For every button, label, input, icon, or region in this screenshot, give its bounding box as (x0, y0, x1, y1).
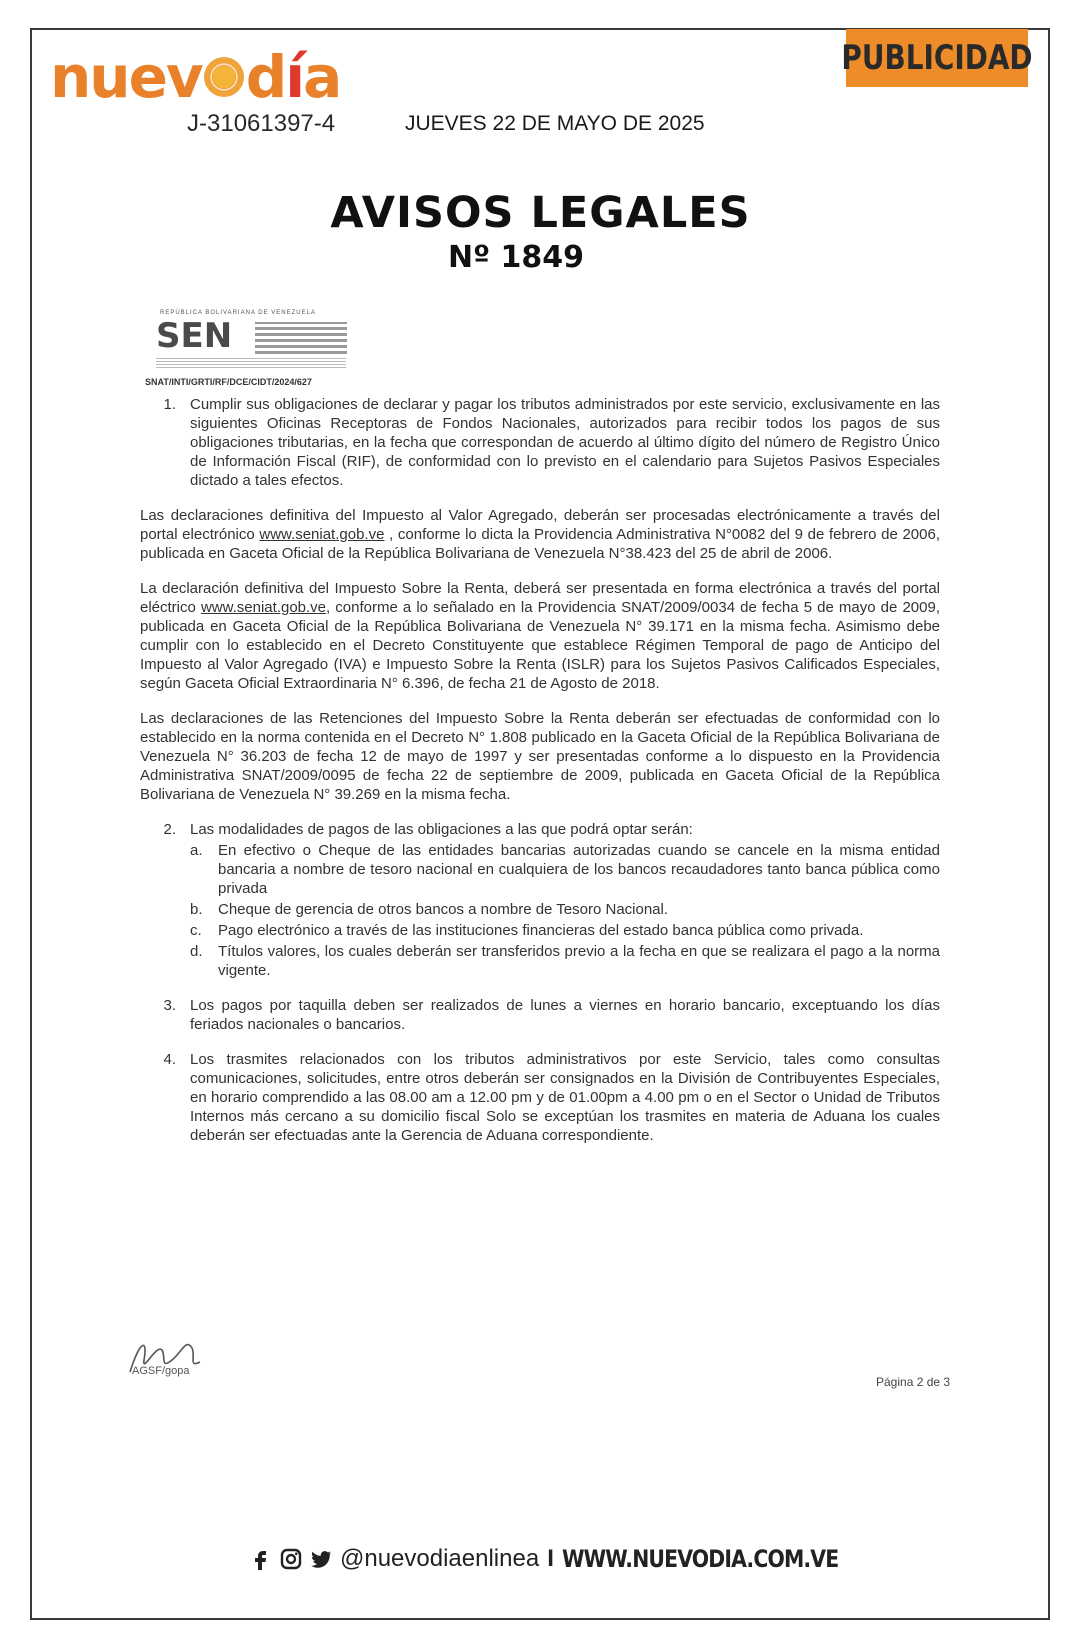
seniat-tagline (156, 358, 346, 368)
twitter-icon[interactable] (310, 1548, 332, 1570)
paragraph-islr: La declaración definitiva del Impuesto Sobre la Renta, deberá ser presentada en forma electrónica a través del portal eléctrico www.seniat.gob.ve, conforme a lo señalado en la Providencia SNAT/2009/0034 de fecha 5 de mayo de 2009, publicada en Gaceta Oficial de la República Bolivariana de Venezuela N° 39.171 en la misma fecha. Asimismo debe cumplir con lo establecido en el Decreto Constituyente que establece Régimen Temporal de pago de Anticipo del Impuesto al Valor Agregado (IVA) e Impuesto Sobre la Renta (ISLR) para los Sujetos Pasivos Calificados Especiales, según Gaceta Oficial Extraordinaria N° 6.396, de fecha 21 de Agosto de 2018. (140, 580, 940, 692)
reference-code: SNAT/INTI/GRTI/RF/DCE/CIDT/2024/627 (145, 377, 312, 387)
sub-item: d. Títulos valores, los cuales deberán ser transferidos previo a la fecha en que se realizara el pago a la norma vigente. (190, 943, 940, 979)
sub-item: c. Pago electrónico a través de las instituciones financieras del estado banca pública como privada. (190, 922, 864, 939)
list-item: 2. Las modalidades de pagos de las obligaciones a las que podrá optar serán: a. En efectivo o Cheque de las entidades bancarias autorizadas cuando se cancele en la misma entidad bancaria a nombre de tesoro nacional en cualquiera de los bancos recaudadores tanto banca pública como privada b. Cheque de gerencia de otros bancos a nombre de Tesoro Nacional. c. Pago electrónico a través de las instituciones financieras del estado banca pública como privada. d. Títulos valores, los cuales deberán ser transferidos previo a la fecha en que se realizara el pago a la norma vigente. (163, 821, 940, 979)
footer-separator: I (547, 1545, 554, 1572)
page-title: AVISOS LEGALES (330, 188, 751, 238)
seniat-wordmark: SEN (156, 316, 233, 356)
rif-number: J-31061397-4 (187, 110, 336, 137)
signature-icon (126, 1330, 226, 1380)
publicidad-tag (841, 29, 1033, 87)
svg-text:AGSF/gopa: AGSF/gopa (132, 1365, 190, 1377)
paragraph-retenciones: Las declaraciones de las Retenciones del Impuesto Sobre la Renta deberán ser efectuadas de conformidad con lo establecido en la norma contenida en el Decreto N° 1.808 publicado en la Gaceta Oficial de la República Bolivariana de Venezuela N° 36.203 de fecha 12 de mayo de 1997 y ser presentadas conforme a lo dispuesto en la Providencia Administrativa SNAT/2009/0095 de fecha 22 de septiembre de 2009, publicada en Gaceta Oficial de la República Bolivariana de Venezuela N° 39.269 en la misma fecha. (140, 710, 940, 803)
sun-icon (204, 57, 244, 97)
publication-date: JUEVES 22 DE MAYO DE 2025 (405, 112, 705, 135)
facebook-icon[interactable] (250, 1548, 272, 1570)
social-handle[interactable]: @nuevodiaenlinea (340, 1545, 540, 1572)
footer (250, 1545, 887, 1573)
seniat-logo (140, 310, 360, 370)
paragraph-iva: Las declaraciones definitiva del Impuesto al Valor Agregado, deberán ser procesadas electrónicamente a través del portal electrónico www.seniat.gob.ve , conforme lo dicta la Providencia Administrativa N°0082 del 9 de febrero de 2006, publicada en Gaceta Oficial de la República Bolivariana de Venezuela N°38.423 del 25 de abril de 2006. (140, 507, 940, 562)
website-link[interactable]: WWW.NUEVODIA.COM.VE (561, 1545, 839, 1573)
sub-item: a. En efectivo o Cheque de las entidades bancarias autorizadas cuando se cancele en la misma entidad bancaria a nombre de tesoro nacional en cualquiera de los bancos recaudadores tanto banca pública como privada (190, 842, 940, 897)
notice-number: Nº 1849 (448, 240, 584, 275)
instagram-icon[interactable] (280, 1548, 302, 1570)
seniat-link[interactable]: www.seniat.gob.ve (200, 599, 327, 616)
seniat-link[interactable]: www.seniat.gob.ve (259, 526, 385, 543)
publicidad-label: PUBLICIDAD (841, 38, 1033, 78)
sub-item: b. Cheque de gerencia de otros bancos a nombre de Tesoro Nacional. (190, 901, 669, 918)
list-item: 1. Cumplir sus obligaciones de declarar y pagar los tributos administrados por este servicio, exclusivamente en las siguientes Oficinas Receptoras de Fondos Nacionales, autorizados para recibir todos los pagos de sus obligaciones tributarias, en la fecha que correspondan de acuerdo al último dígito del número de Registro Único de Información Fiscal (RIF), de conformidad con lo previsto en el calendario para Sujetos Pasivos Especiales dictado a tales efectos. (163, 396, 940, 489)
page-number: Página 2 de 3 (876, 1375, 951, 1389)
seniat-emblem-icon (255, 322, 347, 354)
list-item: 4. Los trasmites relacionados con los tributos administrativos por este Servicio, tales como consultas comunicaciones, solicitudes, entre otros deberán ser consignados en la División de Contribuyentes Especiales, en horario comprendido a las 08.00 am a 12.00 pm y de 01.00pm a 4.00 pm o en el Sector o Unidad de Tributos Internos más cercano a su domicilio fiscal Solo se exceptúan los trasmites en materia de Aduana los cuales deberán ser efectuadas ante la Gerencia de Aduana correspondiente. (163, 1051, 940, 1144)
list-item: 3. Los pagos por taquilla deben ser realizados de lunes a viernes en horario bancario, exceptuando los días feriados nacionales o bancarios. (163, 997, 940, 1033)
nuevodia-logo: nuev día (50, 43, 341, 111)
document-body (140, 395, 940, 1161)
republic-label: REPÚBLICA BOLIVARIANA DE VENEZUELA (160, 310, 316, 316)
